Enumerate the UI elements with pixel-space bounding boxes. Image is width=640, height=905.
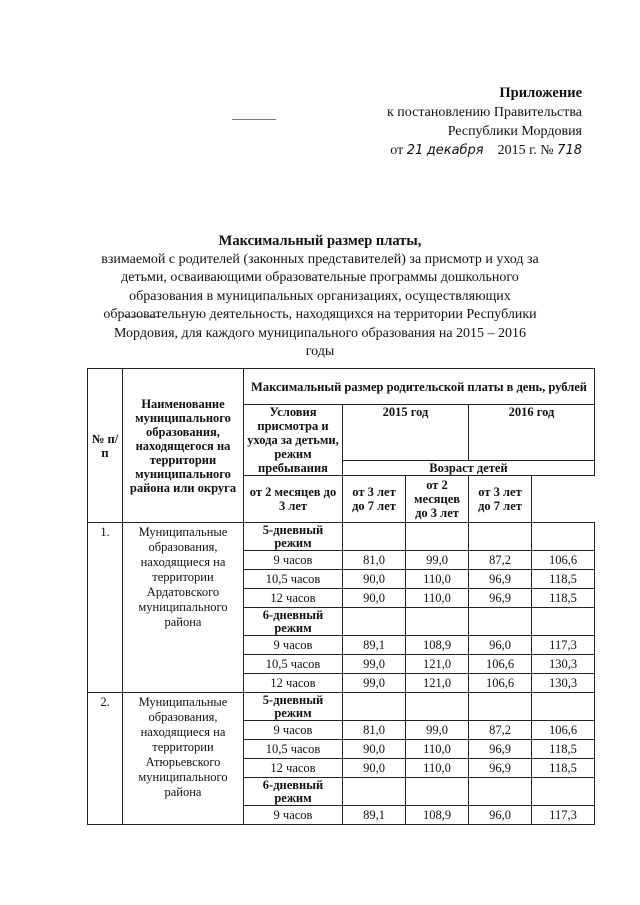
appendix-month: декабря [426,143,484,158]
condition-cell: 12 часов [244,589,343,608]
condition-cell: 12 часов [244,759,343,778]
document-subtitle: взимаемой с родителей (законных представителей) за присмотр и уход за детьми, осваивающими образовательные программы дошкольного образования в муниципальных организациях, осуществляющих образовательную деятельность, находящихся на территории Республики Мордовия, для каждого муниципального образования на 2015 – 2016 годы [101,251,539,359]
empty-cell [343,523,406,551]
appendix-line1: к постановлению Правительства [386,105,582,120]
fee-value: 118,5 [532,759,595,778]
fee-value: 106,6 [469,655,532,674]
empty-cell [469,778,532,806]
header-age: Возраст детей [343,460,595,475]
header-conditions: Условия присмотра и ухода за детьми, режим пребывания [244,405,343,476]
empty-cell [406,608,469,636]
fee-value: 118,5 [532,740,595,759]
fee-value: 110,0 [406,589,469,608]
fee-value: 89,1 [343,806,406,825]
fee-value: 121,0 [406,674,469,693]
document-heading [100,232,540,362]
fee-value: 96,9 [469,759,532,778]
fee-value: 130,3 [532,655,595,674]
fee-value: 106,6 [469,674,532,693]
fee-value: 99,0 [343,655,406,674]
empty-cell [532,608,595,636]
fee-value: 106,6 [532,721,595,740]
fee-value: 99,0 [406,721,469,740]
fee-value: 117,3 [532,806,595,825]
appendix-number: 718 [557,143,582,158]
mode-title: 5-дневный режим [244,523,343,551]
header-2016: 2016 год [469,405,595,461]
appendix-title: Приложение [499,85,582,101]
appendix-line2: Республики Мордовия [447,124,582,139]
fee-value: 96,9 [469,589,532,608]
empty-cell [469,608,532,636]
header-max-fee: Максимальный размер родительской платы в день, рублей [244,369,595,405]
condition-cell: 9 часов [244,806,343,825]
mode-title: 5-дневный режим [244,693,343,721]
condition-cell: 9 часов [244,636,343,655]
fee-value: 108,9 [406,806,469,825]
fee-value: 90,0 [343,589,406,608]
stray-mark [232,119,276,120]
appendix-block [342,84,582,160]
fee-value: 81,0 [343,721,406,740]
fee-value: 96,9 [469,570,532,589]
empty-cell [343,608,406,636]
fee-value: 99,0 [406,551,469,570]
header-age-2015-old: от 3 лет до 7 лет [343,476,406,523]
row-number: 2. [88,693,123,825]
fee-value: 87,2 [469,551,532,570]
header-age-2015-young: от 2 месяцев до 3 лет [244,476,343,523]
empty-cell [343,693,406,721]
condition-cell: 10,5 часов [244,740,343,759]
fee-value: 96,0 [469,806,532,825]
appendix-day: 21 [406,143,424,158]
fee-value: 121,0 [406,655,469,674]
fee-value: 87,2 [469,721,532,740]
fee-value: 96,9 [469,740,532,759]
appendix-year-no: 2015 г. № [497,143,554,158]
appendix-prefix: от [390,143,404,158]
row-number: 1. [88,523,123,693]
fee-value: 108,9 [406,636,469,655]
mode-title: 6-дневный режим [244,608,343,636]
header-2015: 2015 год [343,405,469,461]
empty-cell [343,778,406,806]
fee-value: 90,0 [343,759,406,778]
fee-value: 110,0 [406,740,469,759]
empty-cell [532,693,595,721]
empty-cell [469,523,532,551]
fee-value: 99,0 [343,674,406,693]
header-age-2016-young: от 2 месяцев до 3 лет [406,476,469,523]
fee-value: 130,3 [532,674,595,693]
header-age-2016-old: от 3 лет до 7 лет [469,476,532,523]
condition-cell: 9 часов [244,551,343,570]
fee-value: 96,0 [469,636,532,655]
empty-cell [469,693,532,721]
condition-cell: 10,5 часов [244,570,343,589]
fee-value: 110,0 [406,570,469,589]
fee-value: 117,3 [532,636,595,655]
fee-value: 90,0 [343,740,406,759]
empty-cell [406,693,469,721]
fee-value: 118,5 [532,570,595,589]
fee-value: 89,1 [343,636,406,655]
mode-title: 6-дневный режим [244,778,343,806]
empty-cell [532,778,595,806]
municipality-name: Муниципальные образования, находящиеся на территории Ардатовского муниципального района [123,523,244,693]
condition-cell: 12 часов [244,674,343,693]
fee-value: 81,0 [343,551,406,570]
fee-value: 90,0 [343,570,406,589]
appendix-date-line [342,141,582,160]
condition-cell: 10,5 часов [244,655,343,674]
condition-cell: 9 часов [244,721,343,740]
municipality-name: Муниципальные образования, находящиеся на территории Атюрьевского муниципального района [123,693,244,825]
header-num: № п/п [88,369,123,523]
empty-cell [406,523,469,551]
empty-cell [406,778,469,806]
fee-value: 118,5 [532,589,595,608]
empty-cell [532,523,595,551]
fee-value: 106,6 [532,551,595,570]
fee-table [87,368,595,825]
fee-value: 110,0 [406,759,469,778]
header-name: Наименование муниципального образования, находящегося на территории муниципального района или округа [123,369,244,523]
document-title: Максимальный размер платы, [218,233,422,249]
